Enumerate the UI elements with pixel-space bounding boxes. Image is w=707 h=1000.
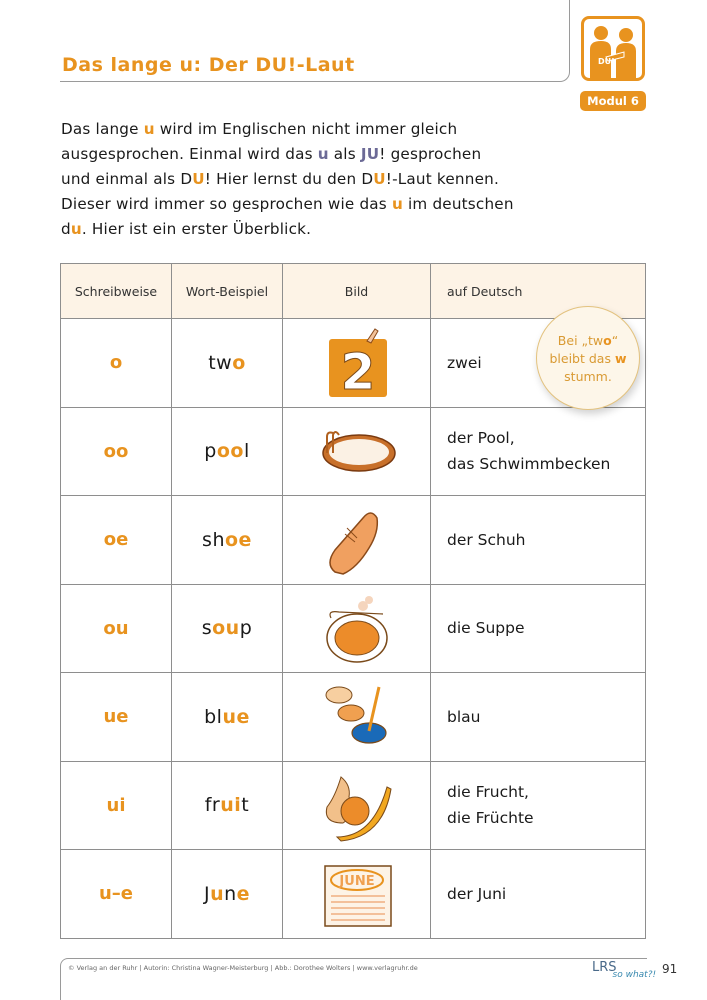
table-header-row [61, 264, 646, 319]
translation-cell: die Suppe [431, 584, 646, 673]
svg-text:DU!: DU! [598, 57, 615, 66]
spelling-cell: u–e [61, 850, 172, 939]
soup-icon [317, 590, 397, 666]
translation-cell: der Schuh [431, 496, 646, 585]
image-cell [283, 673, 431, 762]
word-cell: June [172, 850, 283, 939]
word-cell: blue [172, 673, 283, 762]
header-bild: Bild [283, 264, 431, 319]
word-cell: two [172, 319, 283, 408]
table-row [61, 496, 646, 585]
shoe-icon [317, 502, 397, 578]
image-cell [283, 584, 431, 673]
calendar-june-icon [317, 856, 397, 932]
pool-icon [317, 413, 397, 489]
table-row [61, 850, 646, 939]
translation-cell: blau [431, 673, 646, 762]
translation-cell: die Frucht, die Früchte [431, 761, 646, 850]
lrs-logo: $LRS_{so what?!}$ [592, 960, 657, 980]
module-badge: Modul 6 [580, 91, 646, 111]
translation-cell: der Pool, das Schwimmbecken [431, 407, 646, 496]
number-two-icon [317, 325, 397, 401]
word-cell: fruit [172, 761, 283, 850]
table-row [61, 761, 646, 850]
page-title: Das lange u: Der DU!-Laut [62, 54, 355, 76]
word-cell: shoe [172, 496, 283, 585]
fruit-icon [317, 767, 397, 843]
spelling-cell: ou [61, 584, 172, 673]
spelling-cell: oo [61, 407, 172, 496]
header-auf-deutsch: auf Deutsch [431, 264, 646, 319]
spelling-cell: ue [61, 673, 172, 762]
speaking-people-icon [581, 16, 645, 81]
blue-paint-icon [317, 679, 397, 755]
image-cell [283, 496, 431, 585]
page-number: 91 [662, 962, 678, 976]
svg-text:2: 2 [340, 342, 375, 401]
image-cell [283, 319, 431, 408]
image-cell [283, 407, 431, 496]
intro-paragraph: Das lange u wird im Englischen nicht immer gleich ausgesprochen. Einmal wird das u als JU! gesprochen und einmal als DU! Hier lernst du den DU!-Laut kennen. Dieser wird immer so gesprochen wie das u im deutschen du. Hier ist ein erster Überblick. [61, 120, 514, 238]
spelling-cell: ui [61, 761, 172, 850]
table-row [61, 407, 646, 496]
svg-text:JUNE: JUNE [338, 873, 375, 889]
header-wort-beispiel: Wort-Beispiel [172, 264, 283, 319]
translation-cell: zwei [431, 319, 646, 408]
spelling-cell: o [61, 319, 172, 408]
word-cell: soup [172, 584, 283, 673]
header-schreibweise: Schreibweise [61, 264, 172, 319]
spelling-cell: oe [61, 496, 172, 585]
table-row [61, 673, 646, 762]
image-cell [283, 761, 431, 850]
note-bubble: Bei „two“ bleibt das w stumm. [536, 306, 640, 410]
translation-cell: der Juni [431, 850, 646, 939]
word-cell: pool [172, 407, 283, 496]
image-cell [283, 850, 431, 939]
table-row [61, 584, 646, 673]
footer-credits: © Verlag an der Ruhr | Autorin: Christina Wagner-Meisterburg | Abb.: Dorothee Wolters | www.verlagruhr.de [68, 964, 418, 972]
